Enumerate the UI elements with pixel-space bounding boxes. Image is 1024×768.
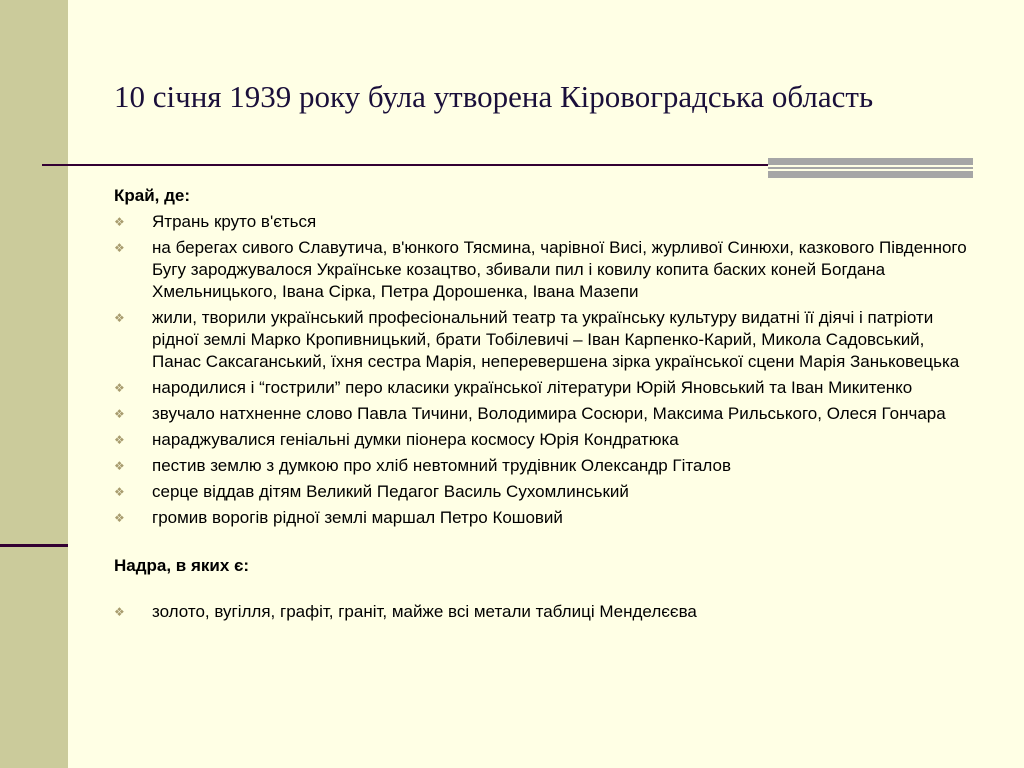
title-divider-line (42, 164, 768, 166)
list-item (114, 237, 974, 303)
slide-title: 10 січня 1939 року була утворена Кіровоградська область (114, 79, 874, 114)
list-item-text: на берегах сивого Славутича, в'юнкого Тясмина, чарівної Висі, журливої Синюхи, казкового Південного Бугу зароджувалося Українське козацтво, збивали пил і ковилу копита баских коней Богдана Хмельницького, Івана Сірка, Петра Дорошенка, Івана Мазепи (152, 238, 967, 301)
list-item-text: громив ворогів рідної землі маршал Петро Кошовий (152, 508, 563, 527)
list-item (114, 403, 974, 425)
diamond-bullet-icon: ❖ (114, 311, 125, 325)
list-item (114, 507, 974, 529)
section-heading-resources: Надра, в яких є: (114, 556, 250, 575)
list-item (114, 455, 974, 477)
list-item-text: нараджувалися геніальні думки піонера космосу Юрія Кондратюка (152, 430, 679, 449)
diamond-bullet-icon: ❖ (114, 407, 125, 421)
list-item-text: Ятрань круто в'ється (152, 212, 317, 231)
accent-bar-top (768, 158, 973, 165)
slide-content (114, 185, 974, 627)
left-band-rule (0, 544, 68, 547)
list-item-text: жили, творили український професіональний театр та українську культуру видатні її діячі і патріоти рідної землі Марко Кропивницький, брати Тобілевичі – Іван Карпенко-Карий, Микола Садовський, Панас Саксаганський, їхня сестра Марія, неперевершена зірка української сцени Марія Заньковецька (152, 308, 960, 371)
diamond-bullet-icon: ❖ (114, 485, 125, 499)
diamond-bullet-icon: ❖ (114, 459, 125, 473)
list-item (114, 481, 974, 503)
list-item (114, 377, 974, 399)
list-item-text: пестив землю з думкою про хліб невтомний трудівник Олександр Гіталов (152, 456, 732, 475)
list-item-text: народилися і “гострили” перо класики української літератури Юрій Яновський та Іван Микитенко (152, 378, 913, 397)
diamond-bullet-icon: ❖ (114, 215, 125, 229)
list-item (114, 211, 974, 233)
list-item (114, 429, 974, 451)
list-item-text: серце віддав дітям Великий Педагог Василь Сухомлинський (152, 482, 629, 501)
list-item (114, 307, 974, 373)
list-item-text: звучало натхненне слово Павла Тичини, Володимира Сосюри, Максима Рильського, Олеся Гончара (152, 404, 946, 423)
left-decorative-band (0, 0, 68, 768)
diamond-bullet-icon: ❖ (114, 511, 125, 525)
accent-bar-bottom (768, 171, 973, 178)
region-bullet-list (114, 211, 974, 529)
section-heading-region: Край, де: (114, 186, 191, 205)
accent-bar-middle (768, 167, 973, 169)
diamond-bullet-icon: ❖ (114, 605, 125, 619)
list-item-text: золото, вугілля, графіт, граніт, майже всі метали таблиці Менделєєва (152, 602, 697, 621)
title-accent-bars (768, 158, 973, 178)
diamond-bullet-icon: ❖ (114, 241, 125, 255)
diamond-bullet-icon: ❖ (114, 433, 125, 447)
diamond-bullet-icon: ❖ (114, 381, 125, 395)
resources-bullet-list (114, 601, 974, 623)
list-item (114, 601, 974, 623)
